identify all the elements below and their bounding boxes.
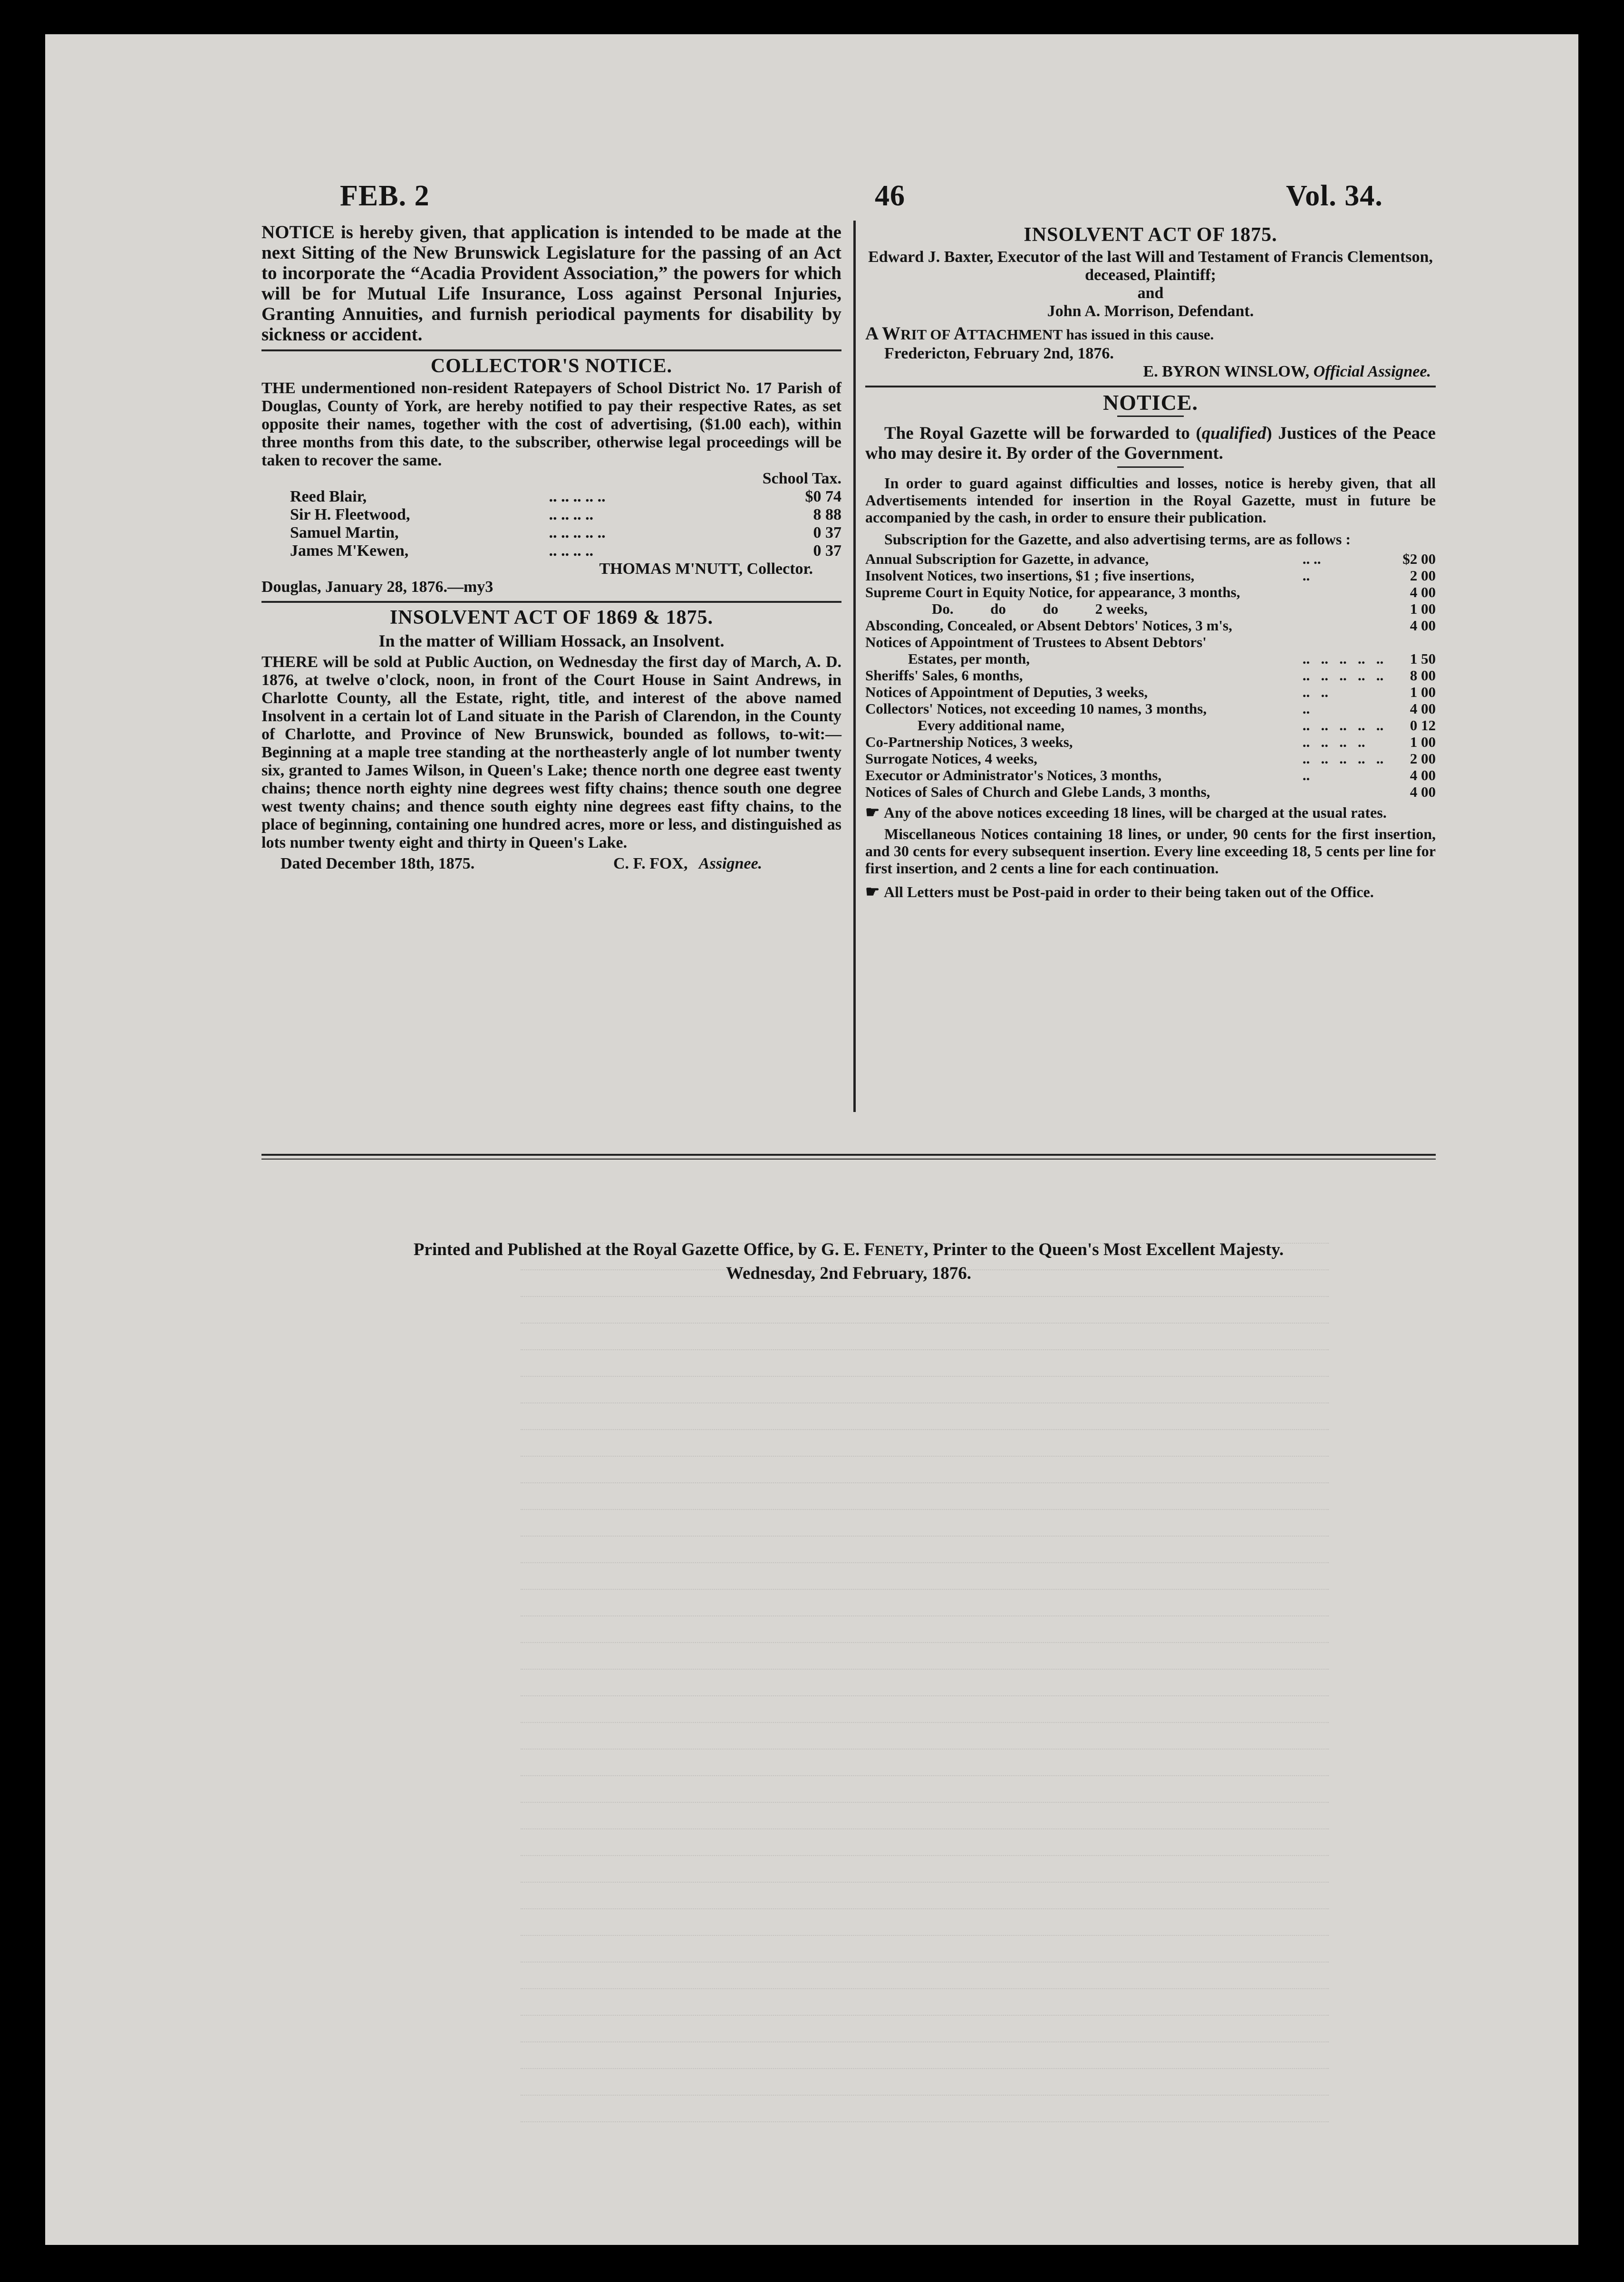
leader: .. .. .. .. ..	[1302, 667, 1384, 684]
rate-price: 2 00	[1410, 567, 1436, 584]
rate-item: Notices of Appointment of Trustees to Absent Debtors'	[865, 634, 1207, 650]
ratepayer-name: Samuel Martin,	[290, 524, 399, 541]
table-row	[261, 488, 841, 506]
assignee-name: C. F. FOX,	[613, 855, 688, 872]
table-row	[865, 783, 1436, 800]
defendant-line: John A. Morrison, Defendant.	[1047, 302, 1254, 320]
insolvent-1869-subtitle: In the matter of William Hossack, an Insolvent.	[378, 631, 725, 650]
pointing-hand-icon: ☛	[865, 883, 884, 901]
leader: ..	[1302, 767, 1310, 783]
section-rule	[261, 349, 841, 351]
collectors-notice-date: Douglas, January 28, 1876.—my3	[261, 578, 493, 596]
writ-line	[865, 323, 1436, 345]
bottom-rule-bottom	[261, 1159, 1436, 1160]
table-row	[865, 634, 1436, 650]
writ-part-c: A	[954, 323, 967, 344]
collectors-notice-title: COLLECTOR'S NOTICE.	[430, 355, 673, 377]
rate-item: Supreme Court in Equity Notice, for appearance, 3 months,	[865, 584, 1240, 600]
leader: .. .. .. .. ..	[1302, 717, 1384, 734]
table-row	[865, 650, 1436, 667]
header-page-number: 46	[875, 180, 905, 212]
leader: .. .. .. ..	[1302, 734, 1365, 750]
collector-signature: THOMAS M'NUTT, Collector.	[599, 560, 813, 578]
printer-text-c: , Printer to the Queen's Most Excellent Majesty.	[924, 1240, 1284, 1259]
column-divider	[853, 221, 856, 1112]
table-row	[261, 506, 841, 524]
writ-part-d: TTACHMENT has issued in this cause.	[967, 326, 1214, 343]
leader: .. .. .. .. ..	[1302, 650, 1384, 667]
leader: .. .. .. ..	[549, 542, 594, 560]
official-assignee-line	[865, 363, 1436, 381]
rate-price: 4 00	[1410, 783, 1436, 800]
rate-price: 1 50	[1410, 650, 1436, 667]
printer-text-a: Printed and Published at the Royal Gazette Office, by G. E. F	[413, 1240, 875, 1259]
rate-price: 4 00	[1410, 617, 1436, 634]
forward-text-a: The Royal Gazette will be forwarded to (	[884, 424, 1202, 443]
gazette-page	[45, 34, 1578, 2245]
header-volume: Vol. 34.	[1286, 180, 1383, 212]
letters-notice	[865, 883, 1436, 901]
rate-item: Executor or Administrator's Notices, 3 months,	[865, 767, 1162, 783]
leader: .. .. .. .. ..	[1302, 750, 1384, 767]
gazette-subscription-intro: Subscription for the Gazette, and also advertising terms, are as follows :	[884, 531, 1351, 548]
leader	[1303, 634, 1397, 650]
letters-text: All Letters must be Post-paid in order to their being taken out of the Office.	[883, 883, 1374, 900]
printer-text-b: ENETY	[875, 1243, 924, 1258]
insolvent-1875-title: INSOLVENT ACT OF 1875.	[1024, 224, 1277, 246]
advertising-rates-table	[865, 551, 1436, 800]
rate-price: $2 00	[1402, 551, 1436, 567]
rate-item: Insolvent Notices, two insertions, $1 ; five insertions,	[865, 567, 1195, 584]
leader	[1303, 617, 1397, 634]
leader: ..	[1302, 567, 1310, 584]
tax-amount: 0 37	[813, 524, 841, 541]
rate-price: 1 00	[1410, 734, 1436, 750]
tax-amount: 8 88	[813, 506, 841, 523]
rate-price: 1 00	[1410, 684, 1436, 700]
section-rule	[865, 386, 1436, 387]
rate-item: Annual Subscription for Gazette, in advance,	[865, 551, 1149, 567]
leader: .. .. .. ..	[549, 506, 594, 523]
leader: .. ..	[1302, 684, 1328, 700]
rate-price: 4 00	[1410, 584, 1436, 600]
insolvent-1869-title: INSOLVENT ACT OF 1869 & 1875.	[389, 607, 714, 629]
gazette-forward-notice	[865, 424, 1436, 464]
rate-price: 2 00	[1410, 750, 1436, 767]
school-tax-header: School Tax.	[762, 470, 841, 487]
table-row	[865, 617, 1436, 634]
title-underline	[1117, 416, 1184, 417]
writ-part-b: RIT OF	[900, 326, 954, 343]
rate-item: Co-Partnership Notices, 3 weeks,	[865, 734, 1073, 750]
forward-text-qualified: qualified	[1201, 424, 1266, 443]
assignee-role: Assignee.	[699, 855, 763, 872]
and-line: and	[1137, 284, 1164, 302]
ratepayer-name: Sir H. Fleetwood,	[290, 506, 410, 523]
rate-item: Notices of Sales of Church and Glebe Lands, 3 months,	[865, 783, 1210, 800]
any-above-notice	[865, 804, 1436, 822]
rate-price: 4 00	[1410, 700, 1436, 717]
table-row	[865, 551, 1436, 567]
table-row	[865, 584, 1436, 600]
bottom-rule-top	[261, 1154, 1436, 1156]
publication-date: Wednesday, 2nd February, 1876.	[725, 1264, 972, 1283]
rate-item: Absconding, Concealed, or Absent Debtors' Notices, 3 m's,	[865, 617, 1232, 634]
rate-item: Surrogate Notices, 4 weeks,	[865, 750, 1037, 767]
section-rule	[261, 601, 841, 603]
leader	[1303, 783, 1397, 800]
insolvent-1869-footer	[261, 855, 841, 876]
table-row	[865, 684, 1436, 700]
rate-price: 1 00	[1410, 600, 1436, 617]
gazette-notice-title: NOTICE.	[1103, 390, 1198, 415]
table-row	[865, 750, 1436, 767]
collectors-notice-body: THE undermentioned non-resident Ratepayers of School District No. 17 Parish of Douglas, County of York, are hereby notified to pay their respective Rates, as set opposite their names, together with the cost of advertising, ($1.00 each), within three months from this date, to the subscriber, otherwise legal proceedings will be taken to recover the same.	[261, 379, 841, 469]
rate-price: 0 12	[1410, 717, 1436, 734]
leader: ..	[1302, 700, 1310, 717]
leader: .. .. .. .. ..	[549, 488, 606, 505]
official-assignee-role: Official Assignee.	[1313, 363, 1431, 380]
school-tax-table	[261, 470, 841, 560]
acadia-notice: NOTICE is hereby given, that application is intended to be made at the next Sitting of the New Brunswick Legislature for the passing of an Act to incorporate the “Acadia Provident Association,” the powers for which will be for Mutual Life Insurance, Loss against Personal Injuries, Granting Annuities, and furnish periodical payments for disability by sickness or accident.	[261, 222, 841, 345]
left-column	[261, 222, 841, 876]
table-row	[261, 524, 841, 542]
rate-item: Do. do do 2 weeks,	[932, 600, 1148, 617]
header-date: FEB. 2	[340, 180, 430, 212]
rate-item: Every additional name,	[918, 717, 1065, 734]
plaintiff-line: Edward J. Baxter, Executor of the last Will and Testament of Francis Clementson, deceased, Plaintiff;	[868, 248, 1433, 284]
insolvent-1869-date: Dated December 18th, 1875.	[280, 855, 475, 872]
insolvent-1875-date: Fredericton, February 2nd, 1876.	[884, 345, 1114, 362]
table-row	[865, 667, 1436, 684]
leader	[1303, 600, 1397, 617]
misc-notices: Miscellaneous Notices containing 18 lines, or under, 90 cents for the first insertion, and 30 cents for every subsequent insertion. Every line exceeding 18, 5 cents per line for first insertion, and 2 cents a line for each continuation.	[865, 825, 1436, 877]
table-row	[261, 542, 841, 560]
rate-item: Sheriffs' Sales, 6 months,	[865, 667, 1023, 684]
writ-part-a: A W	[865, 323, 901, 344]
paragraph-rule	[1117, 466, 1184, 468]
tax-amount: 0 37	[813, 542, 841, 560]
ratepayer-name: Reed Blair,	[290, 488, 367, 505]
table-row	[865, 767, 1436, 783]
table-row	[865, 717, 1436, 734]
rate-price: 8 00	[1410, 667, 1436, 684]
table-row	[865, 734, 1436, 750]
tax-amount: $0 74	[805, 488, 841, 505]
rate-price	[1397, 634, 1436, 650]
table-row	[865, 600, 1436, 617]
bleed-through-texture	[521, 1223, 1329, 2126]
any-above-text: Any of the above notices exceeding 18 lines, will be charged at the usual rates.	[883, 804, 1387, 821]
leader: .. .. .. .. ..	[549, 524, 606, 541]
gazette-guard-notice: In order to guard against difficulties and losses, notice is hereby given, that all Advertisements intended for insertion in the Royal Gazette, must in future be accompanied by the cash, in order to ensure their publication.	[865, 474, 1436, 526]
forward-text-b: ) Justices of the Peace who may desire it. By order of the Government.	[865, 424, 1436, 463]
table-row	[865, 700, 1436, 717]
right-column	[865, 222, 1436, 901]
table-row	[865, 567, 1436, 584]
rate-item: Estates, per month,	[908, 650, 1030, 667]
leader: .. ..	[1302, 551, 1321, 567]
rate-price: 4 00	[1410, 767, 1436, 783]
insolvent-1869-body: THERE will be sold at Public Auction, on Wednesday the first day of March, A. D. 1876, at twelve o'clock, noon, in front of the Court House in Saint Andrews, in Charlotte County, all the Estate, right, title, and interest of the above named Insolvent in a certain lot of Land situate in the Parish of Clarendon, in the County of Charlotte, and Province of New Brunswick, bounded as follows, to-wit:—Beginning at a maple tree standing at the northeasterly angle of lot number twenty six, granted to James Wilson, in Queen's Lake; thence north one degree east twenty chains; thence north eighty nine degrees west fifty chains; thence south one degree west twenty chains; and thence south eighty nine degrees east fifty chains, to the place of beginning, containing one hundred acres, more or less, and distinguished as lots number twenty eight and thirty in Queen's Lake.	[261, 653, 841, 851]
rate-item: Collectors' Notices, not exceeding 10 names, 3 months,	[865, 700, 1207, 717]
leader	[1303, 584, 1397, 600]
official-assignee-name: E. BYRON WINSLOW,	[1143, 363, 1310, 380]
pointing-hand-icon: ☛	[865, 804, 884, 822]
rate-item: Notices of Appointment of Deputies, 3 weeks,	[865, 684, 1148, 700]
ratepayer-name: James M'Kewen,	[290, 542, 409, 560]
